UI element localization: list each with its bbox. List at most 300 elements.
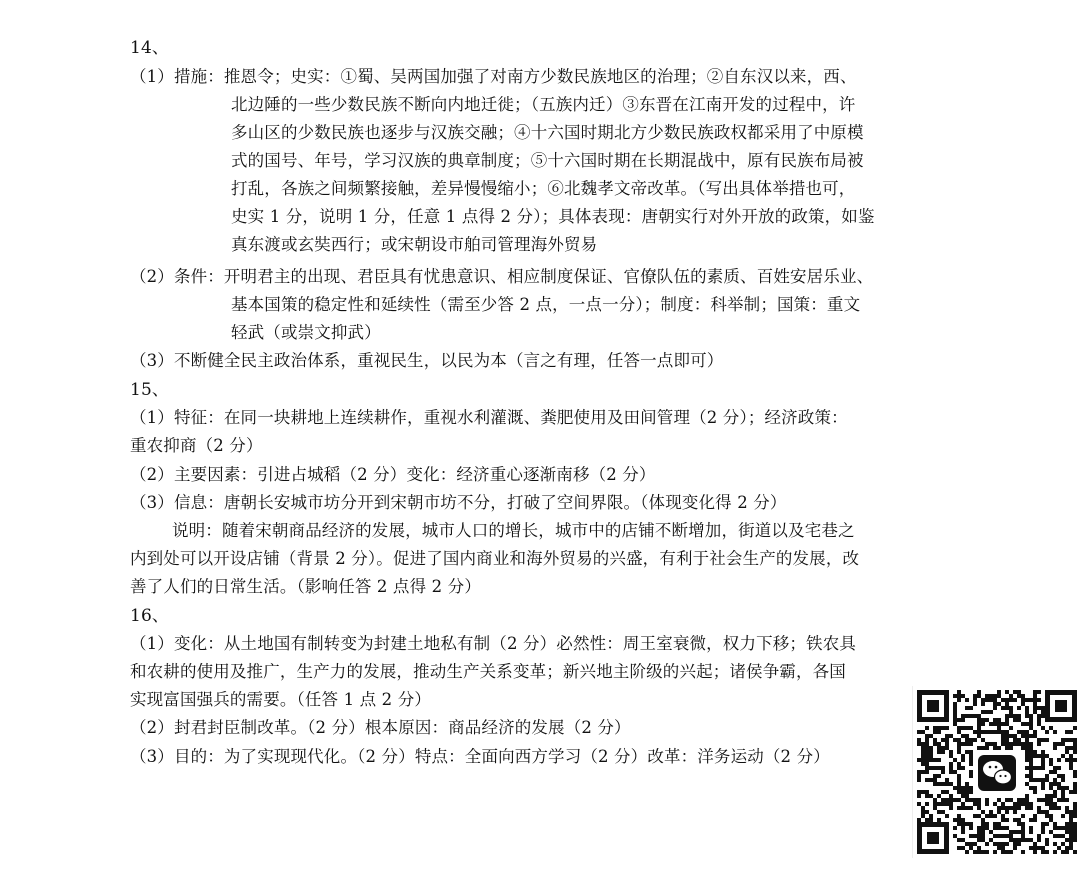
qr-module: [1037, 722, 1041, 726]
qr-module: [977, 834, 981, 838]
qr-module: [989, 838, 993, 842]
qr-module: [973, 842, 977, 846]
qr-module: [1069, 810, 1073, 814]
qr-module: [1033, 790, 1037, 794]
question-14-line: （3）不断健全民主政治体系，重视民生，以民为本（言之有理，任答一点即可）: [130, 351, 724, 370]
qr-module: [1049, 758, 1053, 762]
qr-module: [993, 842, 997, 846]
qr-module: [1001, 722, 1005, 726]
qr-module: [941, 766, 945, 770]
qr-module: [933, 738, 937, 742]
qr-module: [1029, 734, 1033, 738]
qr-module: [1041, 782, 1045, 786]
qr-module: [1029, 762, 1033, 766]
qr-module: [1053, 778, 1057, 782]
qr-module: [1073, 826, 1077, 830]
qr-module: [961, 790, 965, 794]
qr-module: [961, 822, 965, 826]
qr-module: [965, 850, 969, 854]
qr-module: [961, 742, 965, 746]
qr-module: [1017, 694, 1021, 698]
qr-module: [957, 778, 961, 782]
question-16-line: 实现富国强兵的需要。（任答 1 点 2 分）: [130, 690, 432, 709]
qr-module: [969, 770, 973, 774]
qr-module: [933, 742, 937, 746]
qr-module: [949, 734, 953, 738]
qr-module: [1021, 822, 1025, 826]
qr-module: [965, 806, 969, 810]
qr-module: [1025, 706, 1029, 710]
wechat-icon: [975, 752, 1019, 794]
qr-module: [1041, 738, 1045, 742]
qr-module: [961, 818, 965, 822]
qr-module: [957, 762, 961, 766]
qr-module: [957, 730, 961, 734]
qr-module: [1073, 738, 1077, 742]
qr-module: [1013, 802, 1017, 806]
qr-module: [953, 722, 957, 726]
qr-module: [1017, 730, 1021, 734]
qr-module: [1029, 758, 1033, 762]
qr-module: [961, 754, 965, 758]
qr-module: [937, 818, 941, 822]
qr-module: [985, 842, 989, 846]
qr-module: [1033, 750, 1037, 754]
qr-module: [1065, 750, 1069, 754]
qr-module: [1069, 834, 1073, 838]
qr-module: [1001, 706, 1005, 710]
qr-module: [957, 822, 961, 826]
question-14-line: 北边陲的一些少数民族不断向内地迁徙；（五族内迁）③东晋在江南开发的过程中，许: [231, 95, 856, 114]
qr-module: [1009, 726, 1013, 730]
qr-module: [937, 794, 941, 798]
qr-module: [941, 750, 945, 754]
qr-module: [969, 842, 973, 846]
qr-module: [1021, 802, 1025, 806]
qr-module: [1041, 850, 1045, 854]
qr-module: [1069, 818, 1073, 822]
qr-module: [1049, 782, 1053, 786]
qr-module: [977, 826, 981, 830]
qr-module: [1001, 730, 1005, 734]
qr-module: [1001, 850, 1005, 854]
qr-module: [1005, 698, 1009, 702]
qr-module: [1033, 698, 1037, 702]
qr-module: [1001, 842, 1005, 846]
qr-module: [949, 798, 953, 802]
qr-module: [1025, 710, 1029, 714]
qr-module: [1005, 746, 1009, 750]
qr-module: [977, 798, 981, 802]
qr-module: [1017, 818, 1021, 822]
qr-module: [1041, 826, 1045, 830]
qr-module: [1053, 790, 1057, 794]
qr-module: [973, 730, 977, 734]
qr-module: [1073, 802, 1077, 806]
qr-module: [1049, 786, 1053, 790]
qr-module: [1029, 746, 1033, 750]
qr-module: [1069, 766, 1073, 770]
qr-module: [981, 722, 985, 726]
qr-module: [977, 722, 981, 726]
qr-module: [1009, 798, 1013, 802]
qr-module: [993, 698, 997, 702]
qr-module: [1041, 762, 1045, 766]
qr-module: [1025, 714, 1029, 718]
qr-module: [1033, 754, 1037, 758]
qr-module: [1045, 738, 1049, 742]
qr-module: [953, 706, 957, 710]
question-15-line: 重农抑商（2 分）: [130, 436, 263, 455]
qr-module: [949, 782, 953, 786]
qr-module: [1025, 742, 1029, 746]
qr-module: [1037, 806, 1041, 810]
qr-module: [945, 782, 949, 786]
qr-module: [997, 806, 1001, 810]
qr-module: [1053, 822, 1057, 826]
qr-module: [949, 806, 953, 810]
qr-module: [1073, 834, 1077, 838]
qr-module: [921, 750, 925, 754]
qr-module: [1021, 742, 1025, 746]
qr-module: [1073, 758, 1077, 762]
qr-module: [957, 838, 961, 842]
qr-module: [1049, 794, 1053, 798]
qr-module: [997, 826, 1001, 830]
qr-module: [1069, 790, 1073, 794]
qr-module: [1001, 846, 1005, 850]
qr-module: [1041, 798, 1045, 802]
qr-module: [957, 818, 961, 822]
qr-module: [1045, 814, 1049, 818]
qr-module: [1025, 758, 1029, 762]
qr-module: [1029, 818, 1033, 822]
qr-module: [1073, 742, 1077, 746]
qr-module: [1037, 846, 1041, 850]
qr-module: [989, 830, 993, 834]
qr-module: [1005, 850, 1009, 854]
qr-module: [993, 822, 997, 826]
qr-module: [1009, 830, 1013, 834]
qr-module: [989, 730, 993, 734]
qr-module: [1061, 814, 1065, 818]
qr-module: [945, 726, 949, 730]
qr-module: [1041, 758, 1045, 762]
qr-module: [1025, 698, 1029, 702]
qr-module: [1017, 802, 1021, 806]
qr-module: [1065, 806, 1069, 810]
qr-module: [941, 738, 945, 742]
qr-module: [993, 802, 997, 806]
qr-module: [993, 826, 997, 830]
qr-module: [993, 742, 997, 746]
qr-module: [1073, 726, 1077, 730]
qr-module: [1001, 734, 1005, 738]
qr-module: [1029, 806, 1033, 810]
qr-module: [981, 838, 985, 842]
qr-module: [985, 746, 989, 750]
qr-module: [1005, 722, 1009, 726]
qr-module: [965, 842, 969, 846]
qr-module: [949, 766, 953, 770]
qr-module: [949, 770, 953, 774]
qr-module: [1021, 746, 1025, 750]
qr-module: [969, 786, 973, 790]
qr-module: [957, 694, 961, 698]
qr-module: [1057, 782, 1061, 786]
qr-module: [965, 706, 969, 710]
qr-module: [993, 706, 997, 710]
qr-module: [1021, 826, 1025, 830]
qr-module: [953, 786, 957, 790]
qr-module: [969, 834, 973, 838]
qr-module: [1033, 842, 1037, 846]
qr-module: [1049, 830, 1053, 834]
qr-module: [1065, 798, 1069, 802]
qr-module: [997, 694, 1001, 698]
qr-module: [1005, 734, 1009, 738]
qr-module: [957, 806, 961, 810]
qr-module: [1037, 714, 1041, 718]
qr-module: [997, 810, 1001, 814]
qr-module: [1009, 706, 1013, 710]
qr-module: [929, 814, 933, 818]
question-14-line: （2）条件：开明君主的出现、君臣具有忧患意识、相应制度保证、官僚队伍的素质、百姓安居乐业、: [130, 267, 874, 286]
qr-module: [1021, 814, 1025, 818]
qr-module: [1061, 794, 1065, 798]
qr-module: [953, 714, 957, 718]
qr-module: [925, 770, 929, 774]
qr-module: [977, 846, 981, 850]
qr-module: [977, 746, 981, 750]
qr-module: [917, 758, 921, 762]
qr-module: [965, 786, 969, 790]
qr-module: [1065, 758, 1069, 762]
qr-module: [957, 790, 961, 794]
qr-module: [1033, 710, 1037, 714]
qr-module: [957, 786, 961, 790]
qr-module: [957, 726, 961, 730]
qr-module: [1029, 726, 1033, 730]
qr-module: [953, 770, 957, 774]
qr-module: [1037, 698, 1041, 702]
qr-module: [985, 798, 989, 802]
qr-module: [961, 758, 965, 762]
qr-module: [1057, 798, 1061, 802]
qr-module: [1037, 718, 1041, 722]
qr-module: [937, 782, 941, 786]
qr-module: [1061, 850, 1065, 854]
qr-module: [1037, 838, 1041, 842]
qr-module: [1017, 842, 1021, 846]
qr-module: [1037, 754, 1041, 758]
qr-module: [949, 750, 953, 754]
qr-module: [973, 714, 977, 718]
qr-module: [921, 806, 925, 810]
qr-module: [1041, 750, 1045, 754]
qr-module: [1073, 806, 1077, 810]
qr-module: [1013, 806, 1017, 810]
qr-module: [997, 730, 1001, 734]
qr-module: [1025, 806, 1029, 810]
qr-module: [965, 750, 969, 754]
qr-module: [1053, 766, 1057, 770]
qr-module: [1065, 786, 1069, 790]
question-15-line: （2）主要因素：引进占城稻（2 分）变化：经济重心逐渐南移（2 分）: [130, 465, 656, 484]
qr-module: [941, 726, 945, 730]
qr-module: [969, 790, 973, 794]
qr-module: [977, 718, 981, 722]
qr-module: [977, 850, 981, 854]
qr-module: [929, 746, 933, 750]
qr-module: [953, 738, 957, 742]
qr-module: [1017, 706, 1021, 710]
qr-module: [1069, 730, 1073, 734]
qr-module: [1029, 846, 1033, 850]
qr-module: [1041, 810, 1045, 814]
qr-module: [1033, 846, 1037, 850]
qr-module: [929, 758, 933, 762]
qr-module: [1025, 734, 1029, 738]
qr-module: [933, 730, 937, 734]
qr-module: [957, 766, 961, 770]
qr-module: [961, 766, 965, 770]
qr-module: [1005, 702, 1009, 706]
qr-module: [985, 814, 989, 818]
qr-module: [969, 846, 973, 850]
qr-module: [969, 826, 973, 830]
question-16-line: （1）变化：从土地国有制转变为封建土地私有制（2 分）必然性：周王室衰微，权力下移；铁农具: [130, 634, 856, 653]
qr-module: [1061, 778, 1065, 782]
qr-module: [1013, 714, 1017, 718]
qr-module: [1033, 778, 1037, 782]
qr-module: [1069, 830, 1073, 834]
qr-module: [1029, 742, 1033, 746]
qr-module: [981, 818, 985, 822]
qr-module: [1005, 706, 1009, 710]
qr-module: [945, 734, 949, 738]
qr-module: [1041, 830, 1045, 834]
qr-module: [973, 702, 977, 706]
qr-module: [941, 782, 945, 786]
qr-module: [973, 738, 977, 742]
qr-module: [1053, 826, 1057, 830]
qr-module: [989, 710, 993, 714]
qr-module: [1013, 818, 1017, 822]
qr-module: [985, 826, 989, 830]
qr-module: [1053, 742, 1057, 746]
qr-module: [921, 770, 925, 774]
qr-module: [1057, 742, 1061, 746]
qr-module: [997, 842, 1001, 846]
qr-module: [1057, 826, 1061, 830]
qr-module: [1033, 706, 1037, 710]
qr-module: [1073, 790, 1077, 794]
qr-module: [961, 802, 965, 806]
qr-module: [933, 726, 937, 730]
qr-module: [1049, 770, 1053, 774]
qr-module: [973, 802, 977, 806]
qr-module: [985, 698, 989, 702]
qr-module: [917, 770, 921, 774]
qr-module: [1057, 806, 1061, 810]
qr-module: [997, 690, 1001, 694]
qr-module: [985, 694, 989, 698]
qr-module: [1025, 750, 1029, 754]
qr-module: [937, 802, 941, 806]
qr-module: [993, 814, 997, 818]
qr-module: [961, 806, 965, 810]
qr-module: [1025, 794, 1029, 798]
qr-module: [977, 838, 981, 842]
qr-module: [961, 794, 965, 798]
qr-module: [993, 850, 997, 854]
qr-module: [993, 694, 997, 698]
qr-module: [997, 846, 1001, 850]
qr-module: [953, 834, 957, 838]
qr-module: [969, 742, 973, 746]
qr-module: [1033, 818, 1037, 822]
qr-module: [997, 822, 1001, 826]
qr-module: [957, 746, 961, 750]
qr-module: [985, 822, 989, 826]
qr-module: [965, 822, 969, 826]
qr-module: [957, 690, 961, 694]
qr-module: [1013, 718, 1017, 722]
qr-module: [1021, 734, 1025, 738]
qr-module: [961, 830, 965, 834]
qr-module: [969, 714, 973, 718]
question-14-line: 打乱，各族之间频繁接触，差异慢慢缩小；⑥北魏孝文帝改革。（写出具体举措也可，: [231, 179, 856, 198]
qr-module: [1065, 826, 1069, 830]
qr-module: [1005, 742, 1009, 746]
qr-module: [1001, 698, 1005, 702]
qr-module: [993, 702, 997, 706]
qr-module: [1029, 770, 1033, 774]
question-14-line: 真东渡或玄奘西行；或宋朝设市舶司管理海外贸易: [231, 235, 598, 254]
qr-module: [1037, 766, 1041, 770]
qr-module: [965, 790, 969, 794]
qr-module: [1049, 802, 1053, 806]
qr-module: [925, 746, 929, 750]
qr-module: [933, 782, 937, 786]
qr-module: [917, 774, 921, 778]
qr-module: [981, 702, 985, 706]
qr-module: [981, 710, 985, 714]
qr-module: [1073, 750, 1077, 754]
qr-module: [1041, 846, 1045, 850]
qr-module: [1029, 838, 1033, 842]
qr-module: [953, 826, 957, 830]
qr-module: [1013, 838, 1017, 842]
qr-module: [1073, 810, 1077, 814]
qr-module: [941, 746, 945, 750]
qr-module: [921, 814, 925, 818]
qr-module: [1029, 754, 1033, 758]
qr-module: [981, 698, 985, 702]
qr-module: [965, 798, 969, 802]
qr-module: [1033, 766, 1037, 770]
qr-module: [981, 730, 985, 734]
qr-module: [1037, 798, 1041, 802]
qr-module: [945, 790, 949, 794]
qr-module: [961, 838, 965, 842]
qr-module: [961, 714, 965, 718]
qr-module: [917, 818, 921, 822]
qr-module: [993, 730, 997, 734]
qr-module: [1057, 774, 1061, 778]
qr-module: [941, 798, 945, 802]
